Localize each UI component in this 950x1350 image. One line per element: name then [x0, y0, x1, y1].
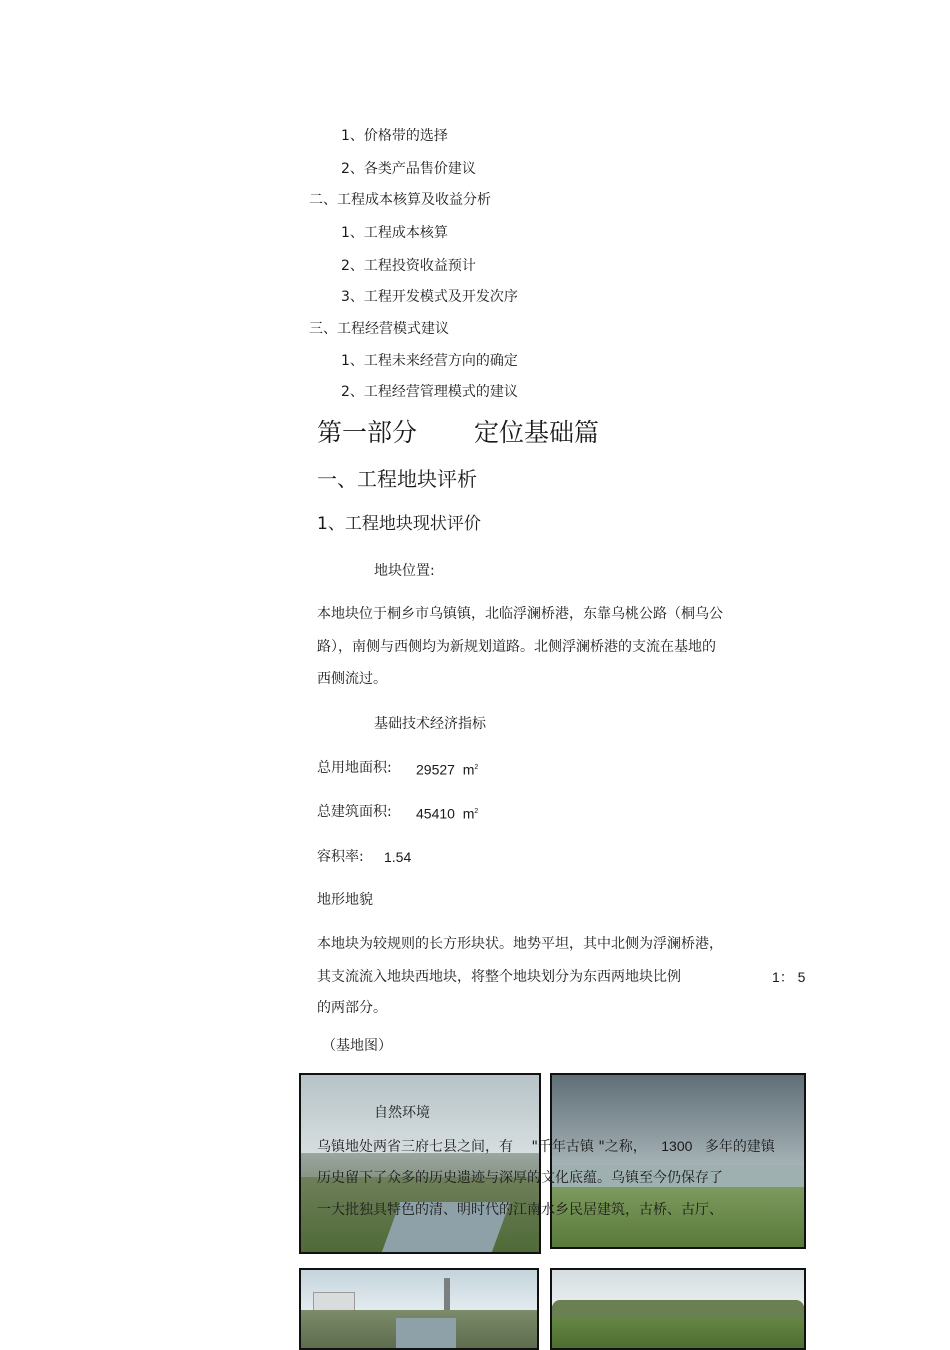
- site-photo-canal: [299, 1268, 539, 1350]
- toc-item: 2、工程投资收益预计: [341, 258, 476, 274]
- subsection-title: 1、工程地块现状评价: [317, 514, 481, 534]
- environment-line-end: 多年的建镇: [704, 1139, 775, 1155]
- building-area-unit: m: [462, 805, 475, 822]
- toc-section: 三、工程经营模式建议: [309, 321, 449, 337]
- location-heading: 地块位置:: [374, 563, 435, 579]
- site-photo-clouds: [550, 1073, 806, 1249]
- far-label: 容积率:: [317, 849, 364, 865]
- land-area-number: 29527: [416, 761, 455, 778]
- terrain-heading: 地形地貌: [317, 892, 373, 908]
- building-area-label: 总建筑面积:: [317, 804, 392, 820]
- location-line: 路），南侧与西侧均为新规划道路。北侧浮澜桥港的支流在基地的: [317, 639, 716, 655]
- terrain-line: 本地块为较规则的长方形块状。地势平坦，其中北侧为浮澜桥港，: [317, 936, 723, 952]
- toc-section: 二、工程成本核算及收益分析: [309, 192, 491, 208]
- toc-item: 1、工程未来经营方向的确定: [341, 353, 518, 369]
- terrain-line: 其支流流入地块西地块，将整个地块划分为东西两地块比例: [317, 969, 681, 985]
- location-line: 本地块位于桐乡市乌镇镇，北临浮澜桥港，东靠乌桃公路（桐乌公: [317, 606, 723, 622]
- unit-superscript: 2: [474, 764, 479, 771]
- toc-item: 2、各类产品售价建议: [341, 161, 476, 177]
- part-title: 定位基础篇: [474, 418, 600, 447]
- far-value: 1.54: [384, 849, 412, 865]
- terrain-ratio: 1： 5: [772, 969, 806, 985]
- toc-item: 1、价格带的选择: [341, 128, 448, 144]
- land-area-label: 总用地面积:: [317, 760, 392, 776]
- indicators-heading: 基础技术经济指标: [374, 716, 486, 732]
- environment-line: 历史留下了众多的历史遗迹与深厚的文化底蕴。乌镇至今仍保存了: [317, 1170, 723, 1186]
- environment-line: 一大批独具特色的清、明时代的江南水乡民居建筑，古桥、古厅、: [317, 1202, 723, 1218]
- site-photo-river: [299, 1073, 541, 1254]
- environment-heading: 自然环境: [374, 1105, 430, 1121]
- unit-superscript: 2: [474, 808, 479, 815]
- section-title: 一、工程地块评析: [317, 467, 477, 491]
- environment-line: [317, 1136, 775, 1157]
- toc-item: 3、工程开发模式及开发次序: [341, 289, 518, 305]
- land-area-value: [416, 758, 478, 780]
- environment-line-quote: "千年古镇 "之称，: [531, 1139, 647, 1155]
- toc-item: 1、工程成本核算: [341, 225, 448, 241]
- building-area-value: [416, 802, 478, 824]
- land-area-unit: m: [462, 761, 475, 778]
- map-caption: （基地图）: [322, 1038, 392, 1054]
- environment-line-years: 1300: [661, 1138, 693, 1154]
- toc-item: 2、工程经营管理模式的建议: [341, 384, 518, 400]
- terrain-line: 的两部分。: [317, 1000, 387, 1016]
- part-label: 第一部分: [317, 418, 418, 447]
- location-line: 西侧流过。: [317, 671, 387, 687]
- site-photo-field: [550, 1268, 806, 1350]
- building-area-number: 45410: [416, 805, 455, 822]
- environment-line-start: 乌镇地处两省三府七县之间，有: [317, 1139, 513, 1155]
